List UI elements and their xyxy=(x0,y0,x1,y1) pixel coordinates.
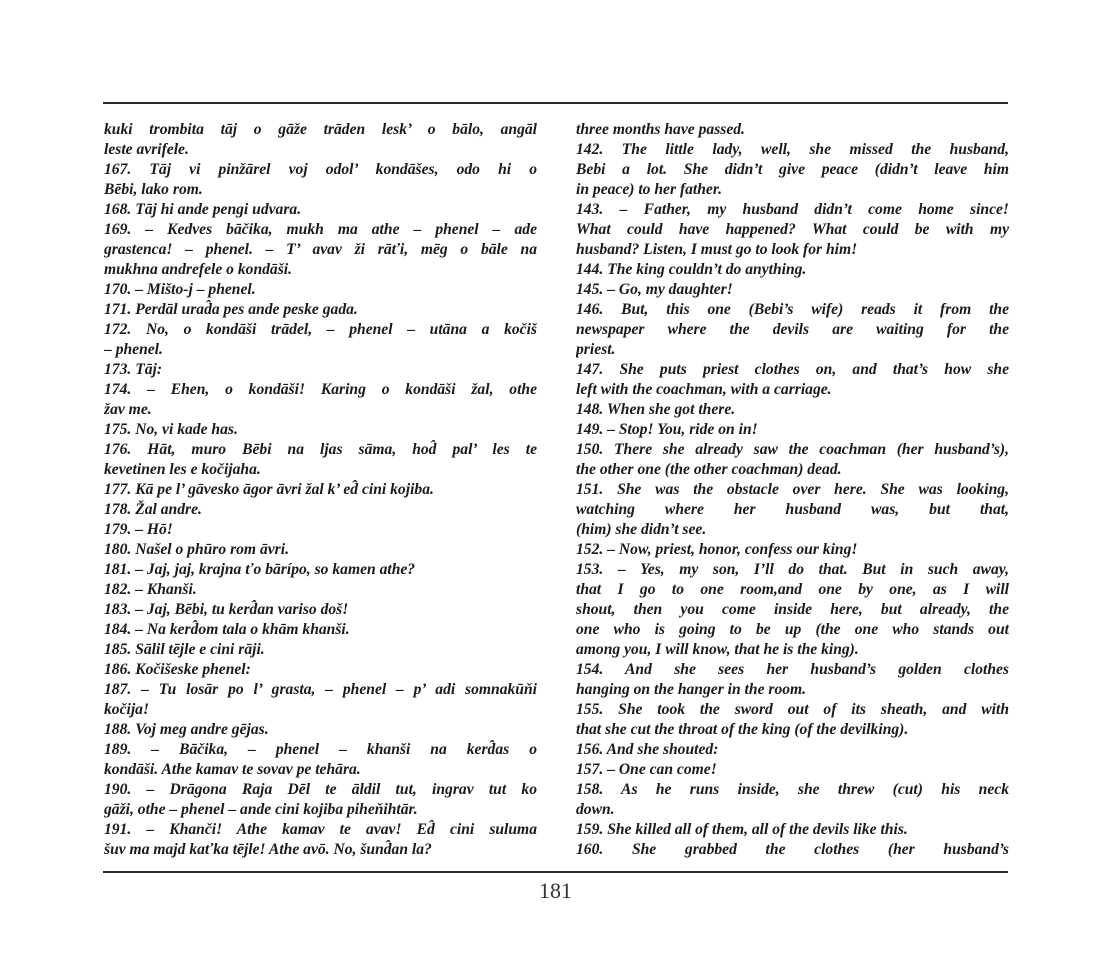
text-line: 160. She grabbed the clothes (her husband’s xyxy=(576,841,1009,858)
text-line: kočija! xyxy=(104,701,150,718)
text-line: 159. She killed all of them, all of the devils like this. xyxy=(576,821,908,838)
top-rule xyxy=(103,102,1008,104)
text-line: 174. – Ehen, o kondāši! Karing o kondāši žal, othe xyxy=(104,381,537,398)
text-line: 182. – Khanši. xyxy=(104,581,197,598)
bottom-rule xyxy=(103,871,1008,873)
text-line: three months have passed. xyxy=(576,121,745,138)
text-line: 156. And she shouted: xyxy=(576,741,719,758)
text-line: 148. When she got there. xyxy=(576,401,736,418)
text-line: kuki trombita tāj o gāže trāden lesk’ o bālo, angāl xyxy=(104,121,537,138)
text-line: left with the coachman, with a carriage. xyxy=(576,381,832,398)
left-text-column xyxy=(104,120,537,860)
text-line: 185. Sālil tējle e cini rāji. xyxy=(104,641,265,658)
text-line: 178. Žal andre. xyxy=(104,501,202,518)
page-number: 181 xyxy=(539,878,572,903)
text-line: gāži, othe – phenel – ande cini kojiba piheňihtār. xyxy=(104,801,418,818)
text-line: 155. She took the sword out of its sheath, and with xyxy=(576,701,1009,718)
text-line: 169. – Kedves bāčika, mukh ma athe – phenel – ade xyxy=(104,221,537,238)
text-line: 150. There she already saw the coachman (her husband’s), xyxy=(576,441,1009,458)
text-line: 142. The little lady, well, she missed the husband, xyxy=(576,141,1009,158)
text-line: shout, then you come inside here, but already, the xyxy=(576,601,1009,618)
text-line: – phenel. xyxy=(104,341,163,358)
text-line: žav me. xyxy=(104,401,152,418)
text-line: the other one (the other coachman) dead. xyxy=(576,461,842,478)
text-line: 171. Perdāl urad̂a pes ande peske gada. xyxy=(104,301,358,318)
text-line: 181. – Jaj, jaj, krajna ťo bārípo, so kamen athe? xyxy=(104,561,416,578)
text-line: šuv ma majd kaťka tējle! Athe avō. No, šund̂an la? xyxy=(104,841,432,858)
text-line: that she cut the throat of the king (of the devilking). xyxy=(576,721,909,738)
right-text-column xyxy=(576,120,1009,860)
text-line: 189. – Bāčika, – phenel – khanši na kerd̂as o xyxy=(104,741,537,758)
text-line: (him) she didn’t see. xyxy=(576,521,707,538)
text-line: What could have happened? What could be with my xyxy=(576,221,1009,238)
text-line: down. xyxy=(576,801,615,818)
text-line: 157. – One can come! xyxy=(576,761,717,778)
text-line: 167. Tāj vi pinžārel voj odol’ kondāšes, odo hi o xyxy=(104,161,537,178)
text-line: 144. The king couldn’t do anything. xyxy=(576,261,807,278)
text-line: 172. No, o kondāši trādel, – phenel – utāna a kočiš xyxy=(104,321,537,338)
text-line: watching where her husband was, but that, xyxy=(576,501,1009,518)
text-line: newspaper where the devils are waiting for the xyxy=(576,321,1009,338)
text-line: leste avrifele. xyxy=(104,141,189,158)
text-line: among you, I will know, that he is the king). xyxy=(576,641,859,658)
text-line: grastenca! – phenel. – T’ avav ži rāťi, mēg o bāle na xyxy=(104,241,537,258)
text-line: 187. – Tu losār po l’ grasta, – phenel – p’ adi somnakūňi xyxy=(104,681,537,698)
text-line: hanging on the hanger in the room. xyxy=(576,681,807,698)
text-line: 158. As he runs inside, she threw (cut) his neck xyxy=(576,781,1009,798)
text-line: 146. But, this one (Bebi’s wife) reads it from the xyxy=(576,301,1009,318)
text-line: 190. – Drāgona Raja Dēl te āldil tut, ingrav tut ko xyxy=(104,781,537,798)
text-line: one who is going to be up (the one who stands out xyxy=(576,621,1009,638)
text-line: husband? Listen, I must go to look for him! xyxy=(576,241,858,258)
text-line: 173. Tāj: xyxy=(104,361,163,378)
text-line: 184. – Na kerd̂om tala o khām khanši. xyxy=(104,621,350,638)
text-line: 188. Voj meg andre gējas. xyxy=(104,721,269,738)
text-line: Bēbi, lako rom. xyxy=(104,181,203,198)
text-line: 177. Kā pe l’ gāvesko āgor āvri žal k’ ed̂ cini kojiba. xyxy=(104,481,434,498)
text-line: kevetinen les e kočijaha. xyxy=(104,461,261,478)
text-line: 154. And she sees her husband’s golden clothes xyxy=(576,661,1009,678)
text-line: in peace) to her father. xyxy=(576,181,722,198)
text-line: mukhna andrefele o kondāši. xyxy=(104,261,293,278)
text-line: priest. xyxy=(576,341,616,358)
text-line: 170. – Mišto-j – phenel. xyxy=(104,281,256,298)
text-line: 179. – Hō! xyxy=(104,521,173,538)
text-line: 180. Našel o phūro rom āvri. xyxy=(104,541,289,558)
text-line: 186. Kočišeske phenel: xyxy=(104,661,251,678)
text-line: 143. – Father, my husband didn’t come home since! xyxy=(576,201,1009,218)
text-line: that I go to one room,and one by one, as I will xyxy=(576,581,1009,598)
text-line: Bebi a lot. She didn’t give peace (didn’t leave him xyxy=(576,161,1009,178)
text-line: kondāši. Athe kamav te sovav pe tehāra. xyxy=(104,761,361,778)
text-line: 153. – Yes, my son, I’ll do that. But in such away, xyxy=(576,561,1009,578)
text-line: 149. – Stop! You, ride on in! xyxy=(576,421,758,438)
text-line: 168. Tāj hi ande pengi udvara. xyxy=(104,201,302,218)
text-line: 152. – Now, priest, honor, confess our king! xyxy=(576,541,858,558)
text-line: 175. No, vi kade has. xyxy=(104,421,238,438)
text-line: 145. – Go, my daughter! xyxy=(576,281,733,298)
text-line: 151. She was the obstacle over here. She was looking, xyxy=(576,481,1009,498)
text-line: 147. She puts priest clothes on, and that’s how she xyxy=(576,361,1009,378)
text-line: 176. Hāt, muro Bēbi na ljas sāma, hod̂ pal’ les te xyxy=(104,441,537,458)
text-line: 191. – Khanči! Athe kamav te avav! Ed̂ cini suluma xyxy=(104,821,537,838)
text-line: 183. – Jaj, Bēbi, tu kerd̂an variso doš! xyxy=(104,601,349,618)
